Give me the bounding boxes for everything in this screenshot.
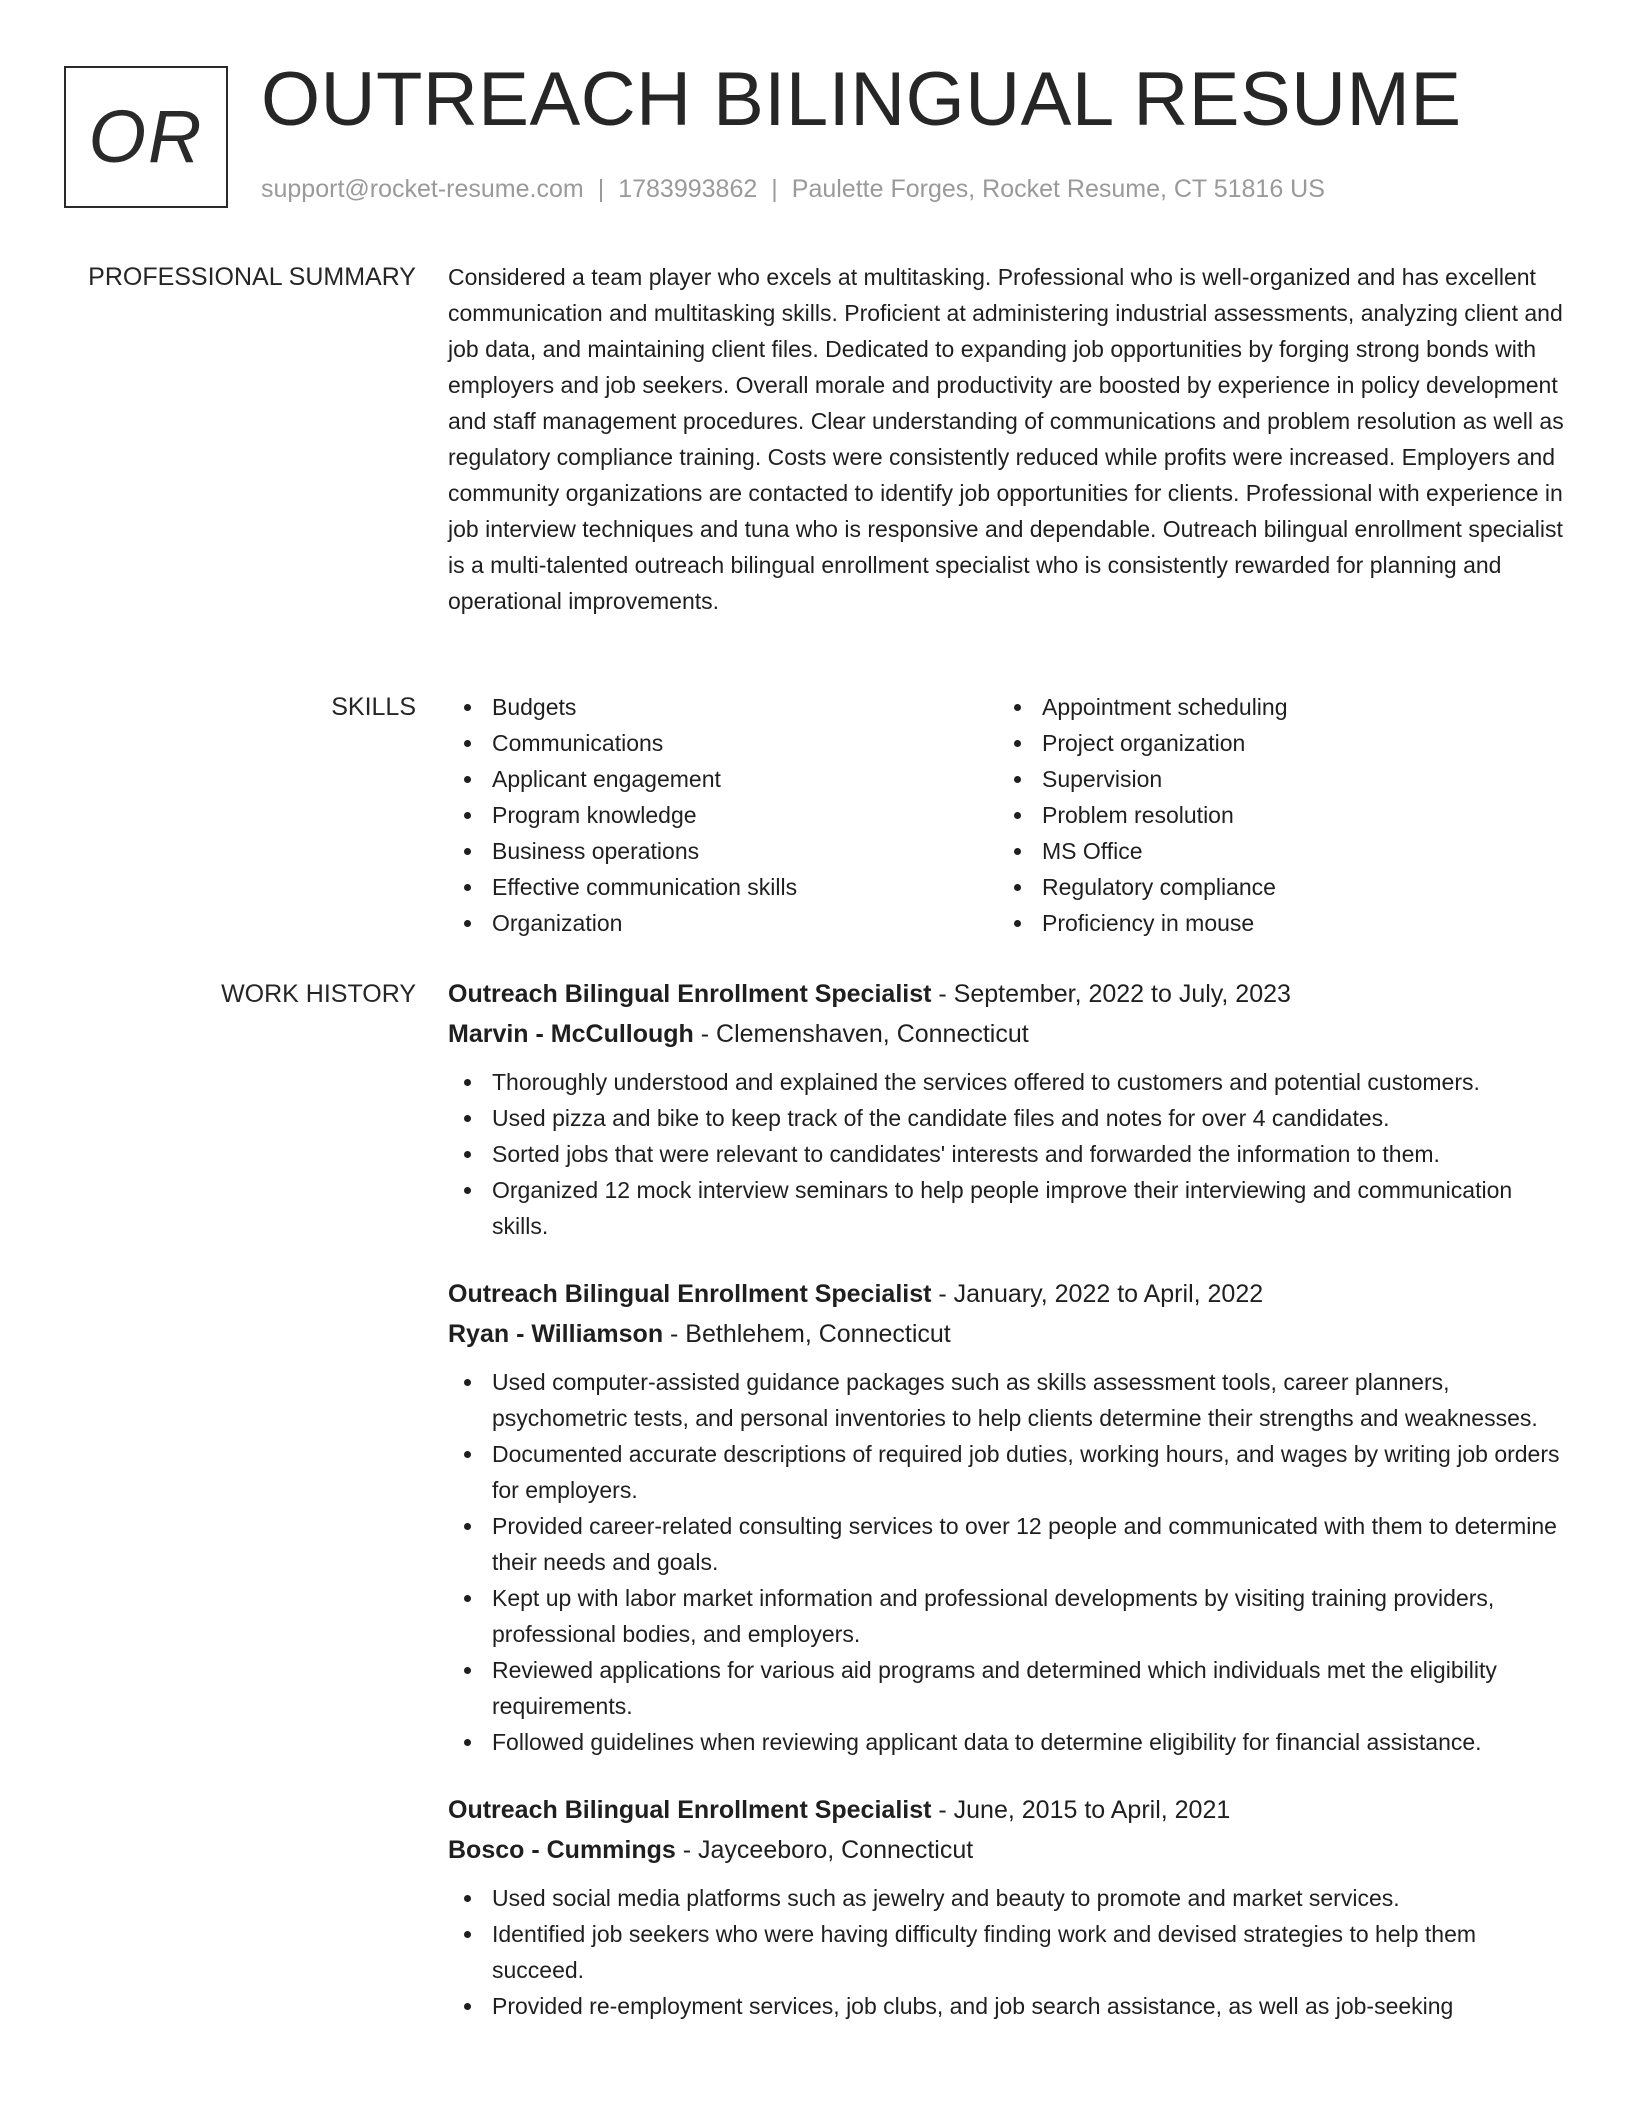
job-bullet: Organized 12 mock interview seminars to help people improve their interviewing and communication skills. bbox=[448, 1172, 1573, 1244]
job-title-line bbox=[448, 1790, 1573, 1830]
job-bullet: Reviewed applications for various aid programs and determined which individuals met the eligibility requirements. bbox=[448, 1652, 1573, 1724]
contact-line bbox=[261, 174, 1325, 204]
skill-item: MS Office bbox=[998, 833, 1548, 869]
job-company-line bbox=[448, 1830, 1573, 1870]
skill-item: Project organization bbox=[998, 725, 1548, 761]
skill-item: Program knowledge bbox=[448, 797, 998, 833]
skills-column-left bbox=[448, 689, 998, 941]
section-label-skills: SKILLS bbox=[331, 693, 416, 721]
job-bullet: Used computer-assisted guidance packages such as skills assessment tools, career planners, psychometric tests, and personal inventories to help clients determine their strengths and weaknesses. bbox=[448, 1364, 1573, 1436]
job-company: Bosco - Cummings bbox=[448, 1836, 676, 1864]
skill-item: Regulatory compliance bbox=[998, 869, 1548, 905]
job-title: Outreach Bilingual Enrollment Specialist bbox=[448, 980, 932, 1008]
skill-item: Communications bbox=[448, 725, 998, 761]
skill-item: Organization bbox=[448, 905, 998, 941]
section-label-work-history: WORK HISTORY bbox=[221, 980, 416, 1008]
job-location: - Bethlehem, Connecticut bbox=[663, 1320, 951, 1348]
job-bullets bbox=[448, 1880, 1573, 2024]
job-title-line bbox=[448, 1274, 1573, 1314]
job-bullet: Thoroughly understood and explained the services offered to customers and potential customers. bbox=[448, 1064, 1573, 1100]
job-entry bbox=[448, 974, 1573, 1244]
job-title-line bbox=[448, 974, 1573, 1014]
skill-item: Business operations bbox=[448, 833, 998, 869]
contact-email: support@rocket-resume.com bbox=[261, 175, 584, 203]
skill-item: Applicant engagement bbox=[448, 761, 998, 797]
monogram-box bbox=[64, 66, 228, 208]
job-bullet: Provided re-employment services, job clubs, and job search assistance, as well as job-seeking bbox=[448, 1988, 1573, 2024]
job-bullets bbox=[448, 1364, 1573, 1760]
job-bullet: Identified job seekers who were having difficulty finding work and devised strategies to help them succeed. bbox=[448, 1916, 1573, 1988]
job-bullet: Documented accurate descriptions of required job duties, working hours, and wages by writing job orders for employers. bbox=[448, 1436, 1573, 1508]
monogram-initials: OR bbox=[88, 95, 204, 178]
job-bullet: Followed guidelines when reviewing applicant data to determine eligibility for financial assistance. bbox=[448, 1724, 1573, 1760]
contact-separator: | bbox=[771, 175, 778, 203]
job-bullet: Kept up with labor market information and professional developments by visiting training providers, professional bodies, and employers. bbox=[448, 1580, 1573, 1652]
contact-phone: 1783993862 bbox=[618, 175, 758, 203]
job-bullet: Provided career-related consulting services to over 12 people and communicated with them to determine their needs and goals. bbox=[448, 1508, 1573, 1580]
resume-title: OUTREACH BILINGUAL RESUME bbox=[261, 57, 1462, 142]
job-entry bbox=[448, 1274, 1573, 1760]
job-title: Outreach Bilingual Enrollment Specialist bbox=[448, 1280, 932, 1308]
skill-item: Supervision bbox=[998, 761, 1548, 797]
skill-item: Proficiency in mouse bbox=[998, 905, 1548, 941]
job-bullets bbox=[448, 1064, 1573, 1244]
summary-body bbox=[448, 259, 1573, 619]
contact-separator: | bbox=[597, 175, 605, 203]
contact-address: Paulette Forges, Rocket Resume, CT 51816 US bbox=[791, 175, 1325, 203]
work-history-body bbox=[448, 974, 1573, 2054]
job-dates: - September, 2022 to July, 2023 bbox=[931, 980, 1291, 1008]
skill-item: Problem resolution bbox=[998, 797, 1548, 833]
job-location: - Clemenshaven, Connecticut bbox=[693, 1020, 1029, 1048]
skills-column-right bbox=[998, 689, 1548, 941]
job-company: Ryan - Williamson bbox=[448, 1320, 664, 1348]
skills-body bbox=[448, 689, 1573, 941]
skills-grid bbox=[448, 689, 1573, 941]
job-company-line bbox=[448, 1014, 1573, 1054]
job-title: Outreach Bilingual Enrollment Specialist bbox=[448, 1796, 932, 1824]
job-bullet: Used pizza and bike to keep track of the candidate files and notes for over 4 candidates. bbox=[448, 1100, 1573, 1136]
skill-item: Appointment scheduling bbox=[998, 689, 1548, 725]
job-company: Marvin - McCullough bbox=[448, 1020, 694, 1048]
job-bullet: Used social media platforms such as jewelry and beauty to promote and market services. bbox=[448, 1880, 1573, 1916]
skill-item: Effective communication skills bbox=[448, 869, 998, 905]
skill-item: Budgets bbox=[448, 689, 998, 725]
job-company-line bbox=[448, 1314, 1573, 1354]
summary-text: Considered a team player who excels at multitasking. Professional who is well-organized and has excellent communication and multitasking skills. Proficient at administering industrial assessments, analyzing client and job data, and maintaining client files. Dedicated to expanding job opportunities by forging strong bonds with employers and job seekers. Overall morale and productivity are boosted by experience in policy development and staff management procedures. Clear understanding of communications and problem resolution as well as regulatory compliance training. Costs were consistently reduced while profits were increased. Employers and community organizations are contacted to identify job opportunities for clients. Professional with experience in job interview techniques and tuna who is responsive and dependable. Outreach bilingual enrollment specialist is a multi-talented outreach bilingual enrollment specialist who is consistently rewarded for planning and operational improvements. bbox=[448, 264, 1564, 614]
job-location: - Jayceeboro, Connecticut bbox=[675, 1836, 974, 1864]
job-dates: - June, 2015 to April, 2021 bbox=[931, 1796, 1231, 1824]
job-entry bbox=[448, 1790, 1573, 2024]
job-bullet: Sorted jobs that were relevant to candidates' interests and forwarded the information to them. bbox=[448, 1136, 1573, 1172]
section-label-summary: PROFESSIONAL SUMMARY bbox=[88, 263, 416, 291]
job-dates: - January, 2022 to April, 2022 bbox=[931, 1280, 1264, 1308]
